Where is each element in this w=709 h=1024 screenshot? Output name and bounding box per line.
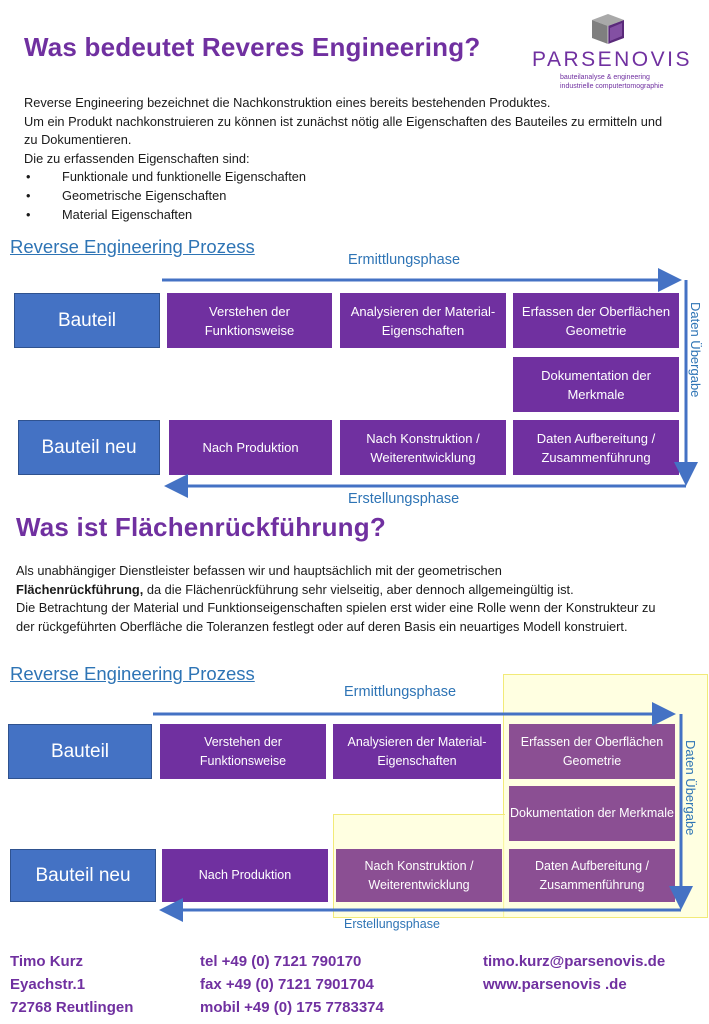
step-analysieren: Analysieren der Material-Eigenschaften xyxy=(340,293,506,348)
logo-tagline-2: industrielle computertomographie xyxy=(560,83,664,90)
bauteil-box: Bauteil xyxy=(14,293,160,348)
section2-line: Als unabhängiger Dienstleister befassen wir und hauptsächlich mit der geometrischen xyxy=(16,563,502,578)
contact-fax: fax +49 (0) 7121 7901704 xyxy=(200,976,374,993)
step-dokumentation: Dokumentation der Merkmale xyxy=(513,357,679,412)
step-datenaufbereitung: Daten Aufbereitung / Zusammenführung xyxy=(509,849,675,902)
step-nachproduktion: Nach Produktion xyxy=(162,849,328,902)
step-analysieren: Analysieren der Material-Eigenschaften xyxy=(333,724,501,779)
list-item: • Geometrische Eigenschaften xyxy=(24,187,664,206)
section2-line: Die Betrachtung der Material und Funktionseigenschaften spielen erst wider eine Rolle wenn der Konstrukteur zu der rückgeführten Oberfläche die Toleranzen festlegt oder auf deren Basis ein neuartiges Modell konstruiert. xyxy=(16,600,656,634)
contact-web[interactable]: www.parsenovis .de xyxy=(483,976,627,993)
contact-street: Eyachstr.1 xyxy=(10,976,86,993)
contact-city: 72768 Reutlingen xyxy=(10,999,134,1016)
step-nachkonstruktion: Nach Konstruktion / Weiterentwicklung xyxy=(340,420,506,475)
bauteil-box: Bauteil xyxy=(8,724,152,779)
intro-line: Die zu erfassenden Eigenschaften sind: xyxy=(24,150,250,166)
bauteil-neu-box: Bauteil neu xyxy=(18,420,160,475)
top-phase-label: Ermittlungsphase xyxy=(348,252,461,268)
top-phase-label: Ermittlungsphase xyxy=(344,684,457,700)
contact-phones xyxy=(200,950,384,1019)
step-verstehen: Verstehen der Funktionsweise xyxy=(160,724,326,779)
side-phase-label: Daten Übergabe xyxy=(683,740,698,836)
step-erfassen: Erfassen der Oberflächen Geometrie xyxy=(509,724,675,779)
step-nachproduktion: Nach Produktion xyxy=(169,420,332,475)
contact-email[interactable]: timo.kurz@parsenovis.de xyxy=(483,953,666,970)
process-heading-2[interactable]: Reverse Engineering Prozess xyxy=(10,663,255,684)
page-title: Was bedeutet Reveres Engineering? xyxy=(24,32,481,62)
bottom-phase-label: Erstellungsphase xyxy=(348,491,460,507)
intro-line: Um ein Produkt nachkonstruieren zu können ist zunächst nötig alle Eigenschaften des Bauteiles zu ermitteln und zu Dokumentieren. xyxy=(24,113,663,148)
intro-line: Reverse Engineering bezeichnet die Nachkonstruktion eines bereits bestehenden Produktes. xyxy=(24,95,551,110)
step-datenaufbereitung: Daten Aufbereitung / Zusammenführung xyxy=(513,420,679,475)
contact-mobil[interactable]: mobil +49 (0) 175 7783374 xyxy=(200,999,384,1016)
bottom-phase-label: Erstellungsphase xyxy=(344,917,440,931)
step-nachkonstruktion: Nach Konstruktion / Weiterentwicklung xyxy=(336,849,502,902)
step-dokumentation: Dokumentation der Merkmale xyxy=(509,786,675,841)
contact-online xyxy=(483,950,665,996)
list-item: • Funktionale und funktionelle Eigenschaften xyxy=(24,168,664,187)
logo-name: PARSENOVIS xyxy=(532,48,692,71)
list-item: • Material Eigenschaften xyxy=(24,206,664,225)
section-title-2: Was ist Flächenrückführung? xyxy=(16,512,386,542)
contact-tel[interactable]: tel +49 (0) 7121 790170 xyxy=(200,953,362,970)
bauteil-neu-box: Bauteil neu xyxy=(10,849,156,902)
section2-line: da die Flächenrückführung sehr vielseitig, aber dennoch allgemeingültig ist. xyxy=(143,581,574,597)
side-phase-label: Daten Übergabe xyxy=(688,302,703,398)
step-erfassen: Erfassen der Oberflächen Geometrie xyxy=(513,293,679,348)
logo-tagline-1: bauteilanalyse & engineering xyxy=(560,74,650,81)
section2-bold: Flächenrückführung, xyxy=(16,581,144,597)
contact-name: Timo Kurz xyxy=(10,953,84,970)
process-heading-1[interactable]: Reverse Engineering Prozess xyxy=(10,236,255,257)
contact-address xyxy=(10,950,133,1019)
step-verstehen: Verstehen der Funktionsweise xyxy=(167,293,332,348)
